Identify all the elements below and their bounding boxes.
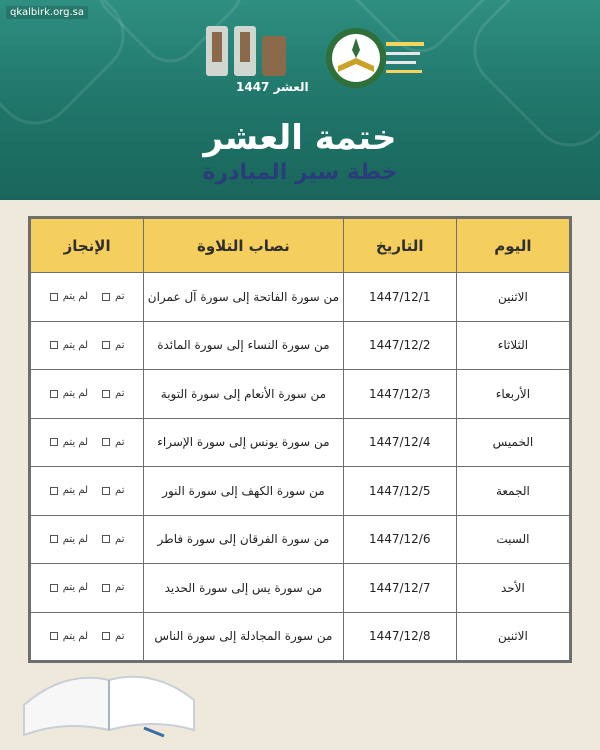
not-done-label: لم يتم [62,436,89,448]
header-banner [0,0,600,200]
table-row [31,467,570,516]
cell-day: الجمعة [456,467,569,516]
not-done-label: لم يتم [62,485,89,497]
cell-date: 1447/12/8 [343,612,456,661]
not-done-option[interactable] [50,631,88,642]
page-title: ختمة العشر [203,118,397,158]
not-done-checkbox[interactable] [50,487,58,495]
cell-range: من سورة يونس إلى سورة الإسراء [144,418,343,467]
column-header-date: التاريخ [343,219,456,273]
table-row [31,564,570,613]
not-done-option[interactable] [50,291,88,302]
not-done-option[interactable] [50,582,88,593]
not-done-label: لم يتم [62,630,89,642]
cell-date: 1447/12/5 [343,467,456,516]
cell-achievement [31,515,144,564]
not-done-checkbox[interactable] [50,535,58,543]
not-done-checkbox[interactable] [50,390,58,398]
not-done-label: لم يتم [62,533,89,545]
done-option[interactable] [102,582,124,593]
cell-day: السبت [456,515,569,564]
emblem-year: العشر 1447 [236,80,309,94]
not-done-checkbox[interactable] [50,584,58,592]
done-label: تم [115,582,125,594]
column-header-range: نصاب التلاوة [144,219,343,273]
cell-day: الأربعاء [456,370,569,419]
not-done-checkbox[interactable] [50,293,58,301]
cell-achievement [31,418,144,467]
table-body [31,273,570,661]
not-done-label: لم يتم [62,339,89,351]
cell-achievement [31,564,144,613]
cell-achievement [31,467,144,516]
cell-range: من سورة الفرقان إلى سورة فاطر [144,515,343,564]
done-checkbox[interactable] [102,293,110,301]
cell-day: الثلاثاء [456,321,569,370]
not-done-option[interactable] [50,340,88,351]
cell-range: من سورة الفاتحة إلى سورة آل عمران [144,273,343,322]
done-checkbox[interactable] [102,341,110,349]
done-label: تم [115,533,125,545]
column-header-day: اليوم [456,219,569,273]
cell-day: الأحد [456,564,569,613]
cell-achievement [31,273,144,322]
done-checkbox[interactable] [102,390,110,398]
not-done-label: لم يتم [62,388,89,400]
done-label: تم [115,485,125,497]
done-label: تم [115,388,125,400]
done-label: تم [115,339,125,351]
cell-date: 1447/12/1 [343,273,456,322]
cell-day: الخميس [456,418,569,467]
not-done-checkbox[interactable] [50,632,58,640]
done-label: تم [115,291,125,303]
column-header-achievement: الإنجاز [31,219,144,273]
cell-day: الاثنين [456,273,569,322]
not-done-label: لم يتم [62,582,89,594]
cell-range: من سورة الأنعام إلى سورة التوبة [144,370,343,419]
table-row [31,370,570,419]
cell-day: الاثنين [456,612,569,661]
done-label: تم [115,436,125,448]
association-logo-icon [308,20,428,92]
done-checkbox[interactable] [102,535,110,543]
done-option[interactable] [102,388,124,399]
table-row [31,321,570,370]
cell-date: 1447/12/2 [343,321,456,370]
done-option[interactable] [102,631,124,642]
done-option[interactable] [102,291,124,302]
table-header-row [31,219,570,273]
site-label[interactable]: qkalbirk.org.sa [6,6,88,19]
done-label: تم [115,630,125,642]
done-option[interactable] [102,340,124,351]
schedule-table [30,218,570,661]
not-done-label: لم يتم [62,291,89,303]
schedule-table-container [28,216,572,663]
done-checkbox[interactable] [102,584,110,592]
cell-range: من سورة النساء إلى سورة المائدة [144,321,343,370]
not-done-option[interactable] [50,437,88,448]
open-quran-icon [14,650,204,740]
done-checkbox[interactable] [102,438,110,446]
cell-date: 1447/12/7 [343,564,456,613]
cell-date: 1447/12/6 [343,515,456,564]
cell-range: من سورة يس إلى سورة الحديد [144,564,343,613]
cell-range: من سورة المجادلة إلى سورة الناس [144,612,343,661]
table-row [31,418,570,467]
not-done-checkbox[interactable] [50,438,58,446]
cell-date: 1447/12/3 [343,370,456,419]
cell-range: من سورة الكهف إلى سورة النور [144,467,343,516]
page-subtitle: خطة سير المبادرة [202,160,398,185]
done-option[interactable] [102,437,124,448]
done-checkbox[interactable] [102,487,110,495]
table-row [31,515,570,564]
table-row [31,273,570,322]
not-done-checkbox[interactable] [50,341,58,349]
not-done-option[interactable] [50,534,88,545]
cell-achievement [31,370,144,419]
not-done-option[interactable] [50,388,88,399]
not-done-option[interactable] [50,485,88,496]
done-option[interactable] [102,534,124,545]
cell-date: 1447/12/4 [343,418,456,467]
done-checkbox[interactable] [102,632,110,640]
cell-achievement [31,321,144,370]
done-option[interactable] [102,485,124,496]
